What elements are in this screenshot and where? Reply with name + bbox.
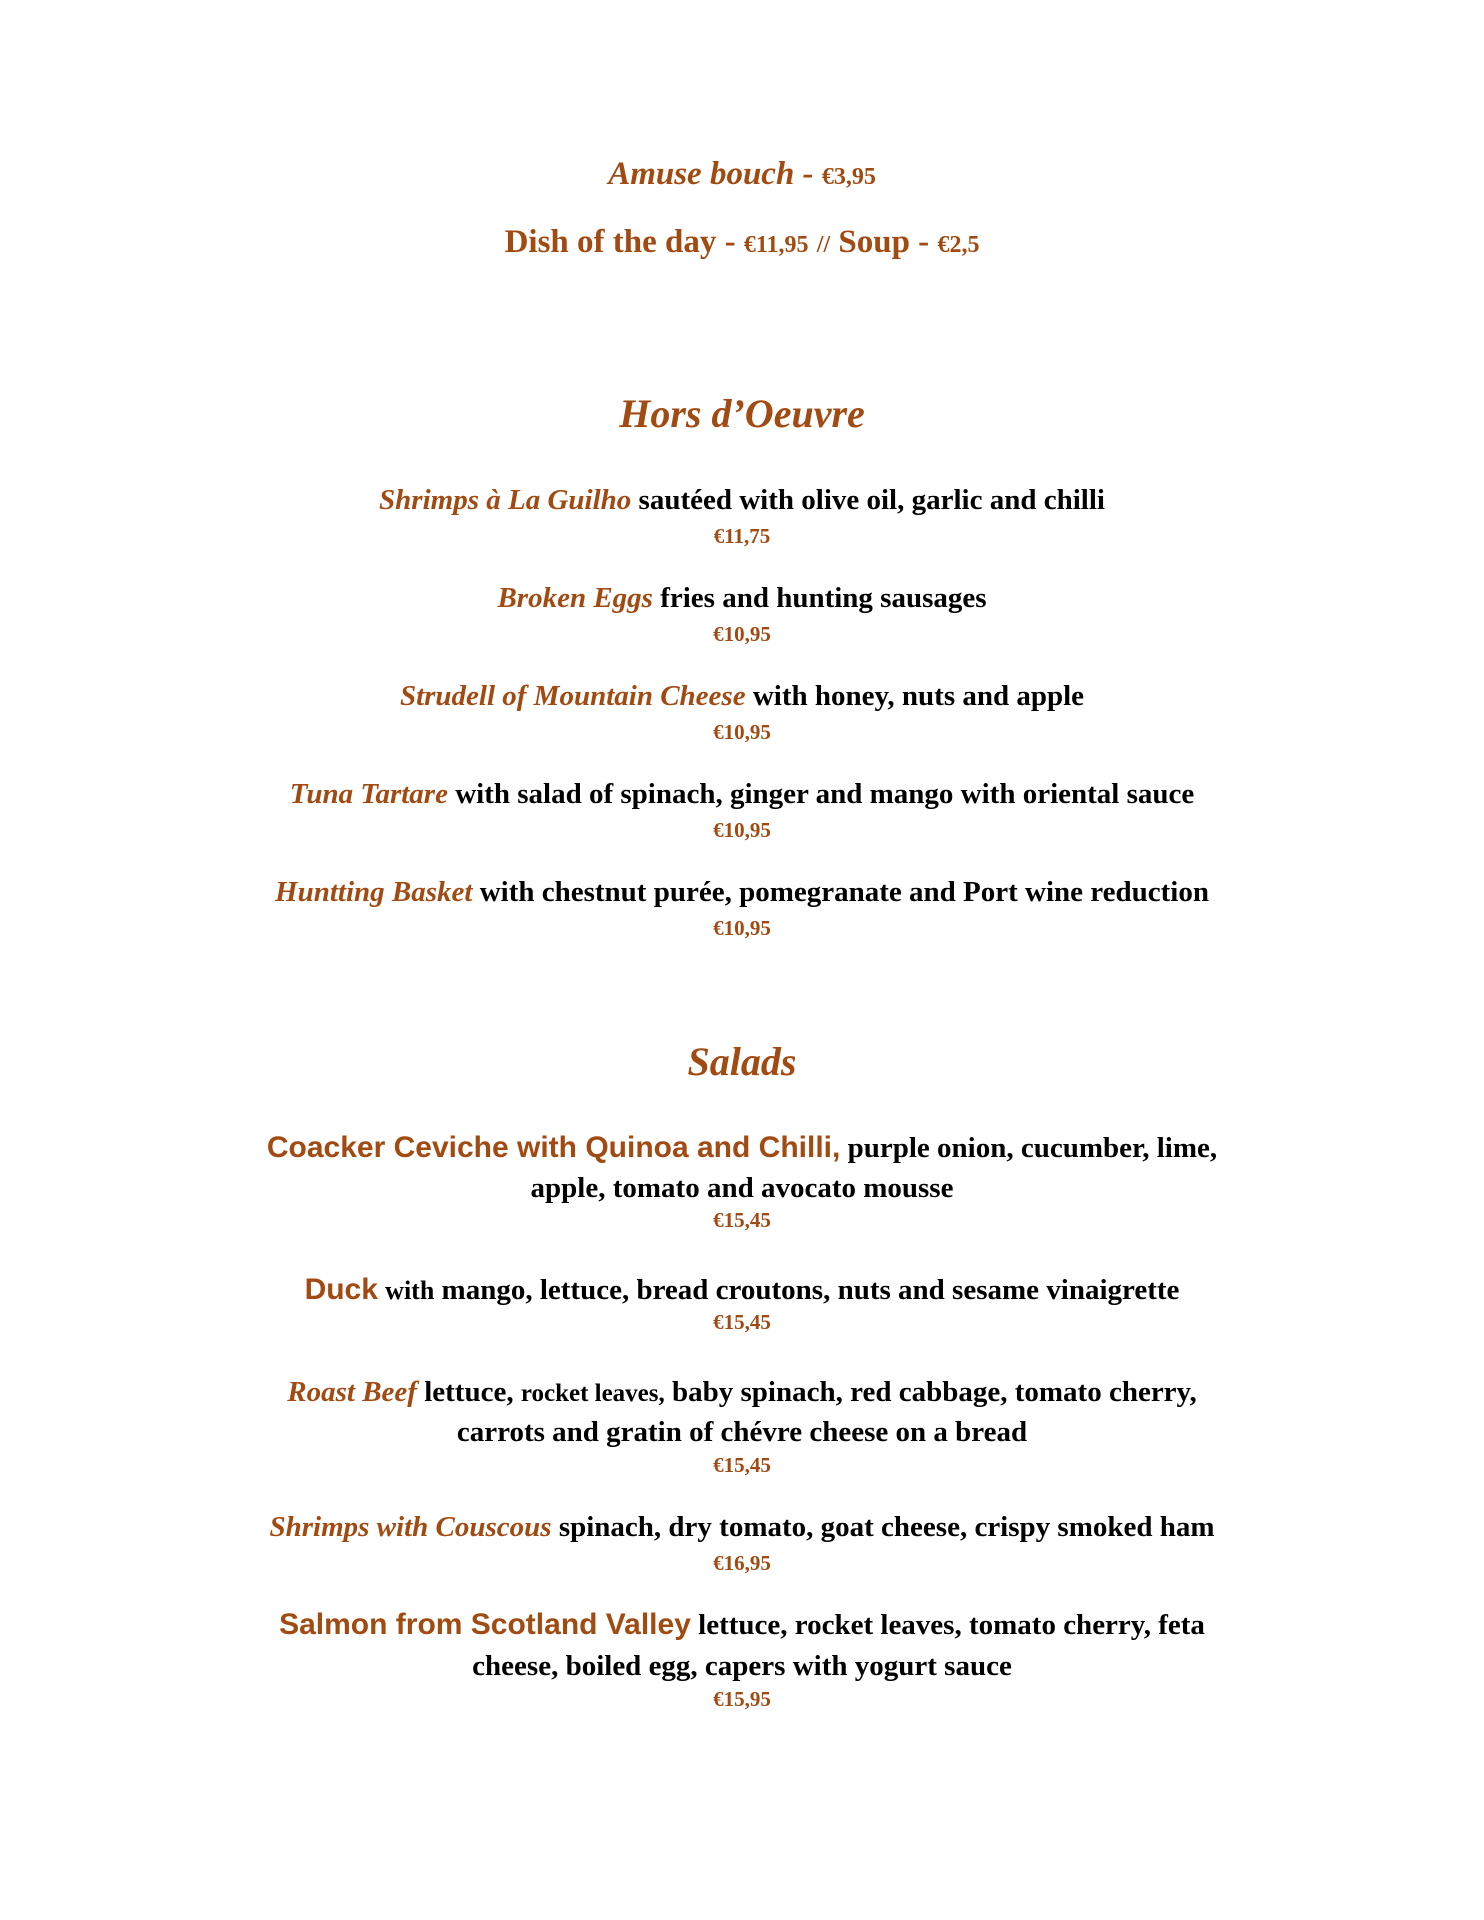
- item-name: Duck: [304, 1273, 378, 1306]
- soup-price: €2,5: [937, 232, 980, 258]
- amuse-price: €3,95: [821, 164, 876, 190]
- menu-item-salmon: [0, 1608, 1484, 1642]
- item-desc-prefix: with: [385, 1276, 435, 1305]
- item-desc: with honey, nuts and apple: [752, 680, 1085, 712]
- item-desc-prefix: lettuce,: [424, 1376, 514, 1408]
- item-price: €10,95: [713, 622, 771, 646]
- amuse-line: [0, 156, 1484, 193]
- item-desc-continued: cheese, boiled egg, capers with yogurt sauce: [472, 1650, 1012, 1682]
- dish-soup-line: [0, 224, 1484, 261]
- menu-item-shrimps-couscous: [0, 1511, 1484, 1544]
- section-title-salads: Salads: [687, 1039, 797, 1084]
- separator: //: [816, 232, 831, 258]
- item-desc: baby spinach, red cabbage, tomato cherry,: [672, 1376, 1197, 1408]
- item-desc: mango, lettuce, bread croutons, nuts and sesame vinaigrette: [441, 1274, 1180, 1306]
- item-price: €15,45: [713, 1208, 771, 1232]
- item-price: €11,75: [713, 524, 771, 548]
- item-desc-small: rocket leaves,: [520, 1380, 665, 1407]
- item-name: Salmon from Scotland Valley: [279, 1608, 691, 1641]
- item-desc: lettuce, rocket leaves, tomato cherry, feta: [698, 1609, 1205, 1641]
- menu-item-duck: [0, 1273, 1484, 1307]
- menu-item-broken-eggs: [0, 582, 1484, 615]
- item-name: Roast Beef: [287, 1376, 417, 1408]
- item-desc: with chestnut purée, pomegranate and Port wine reduction: [479, 876, 1209, 908]
- item-price: €15,95: [713, 1687, 771, 1711]
- dish-price: €11,95: [743, 232, 809, 258]
- menu-item-shrimps-guilho: [0, 484, 1484, 517]
- item-price: €15,45: [713, 1310, 771, 1334]
- menu-item-strudell: [0, 680, 1484, 713]
- item-name: Huntting Basket: [275, 876, 473, 908]
- item-price: €10,95: [713, 720, 771, 744]
- item-name: Broken Eggs: [497, 582, 653, 614]
- menu-item-huntting-basket: [0, 876, 1484, 909]
- item-price: €10,95: [713, 916, 771, 940]
- item-name: Shrimps à La Guilho: [379, 484, 632, 516]
- item-price: €16,95: [713, 1551, 771, 1575]
- menu-item-tuna-tartare: [0, 778, 1484, 811]
- item-desc: purple onion, cucumber, lime,: [847, 1132, 1218, 1164]
- item-desc-continued: carrots and gratin of chévre cheese on a bread: [456, 1416, 1028, 1448]
- item-desc: sautéed with olive oil, garlic and chilli: [638, 484, 1105, 516]
- section-title-hors: Hors d’Oeuvre: [619, 391, 865, 436]
- menu-item-roast-beef: [0, 1376, 1484, 1409]
- item-price: €10,95: [713, 818, 771, 842]
- amuse-label: Amuse bouch -: [608, 156, 814, 192]
- menu-item-ceviche: [0, 1131, 1484, 1165]
- item-name: Coacker Ceviche with Quinoa and Chilli,: [266, 1131, 841, 1164]
- item-name: Shrimps with Couscous: [269, 1511, 552, 1543]
- soup-label: Soup -: [838, 224, 930, 260]
- item-name: Tuna Tartare: [289, 778, 448, 810]
- dish-label: Dish of the day -: [504, 224, 736, 260]
- item-desc: with salad of spinach, ginger and mango with oriental sauce: [455, 778, 1195, 810]
- item-desc: spinach, dry tomato, goat cheese, crispy smoked ham: [558, 1511, 1215, 1543]
- item-desc: fries and hunting sausages: [660, 582, 987, 614]
- item-name: Strudell of Mountain Cheese: [399, 680, 746, 712]
- item-price: €15,45: [713, 1453, 771, 1477]
- item-desc-continued: apple, tomato and avocato mousse: [530, 1172, 954, 1204]
